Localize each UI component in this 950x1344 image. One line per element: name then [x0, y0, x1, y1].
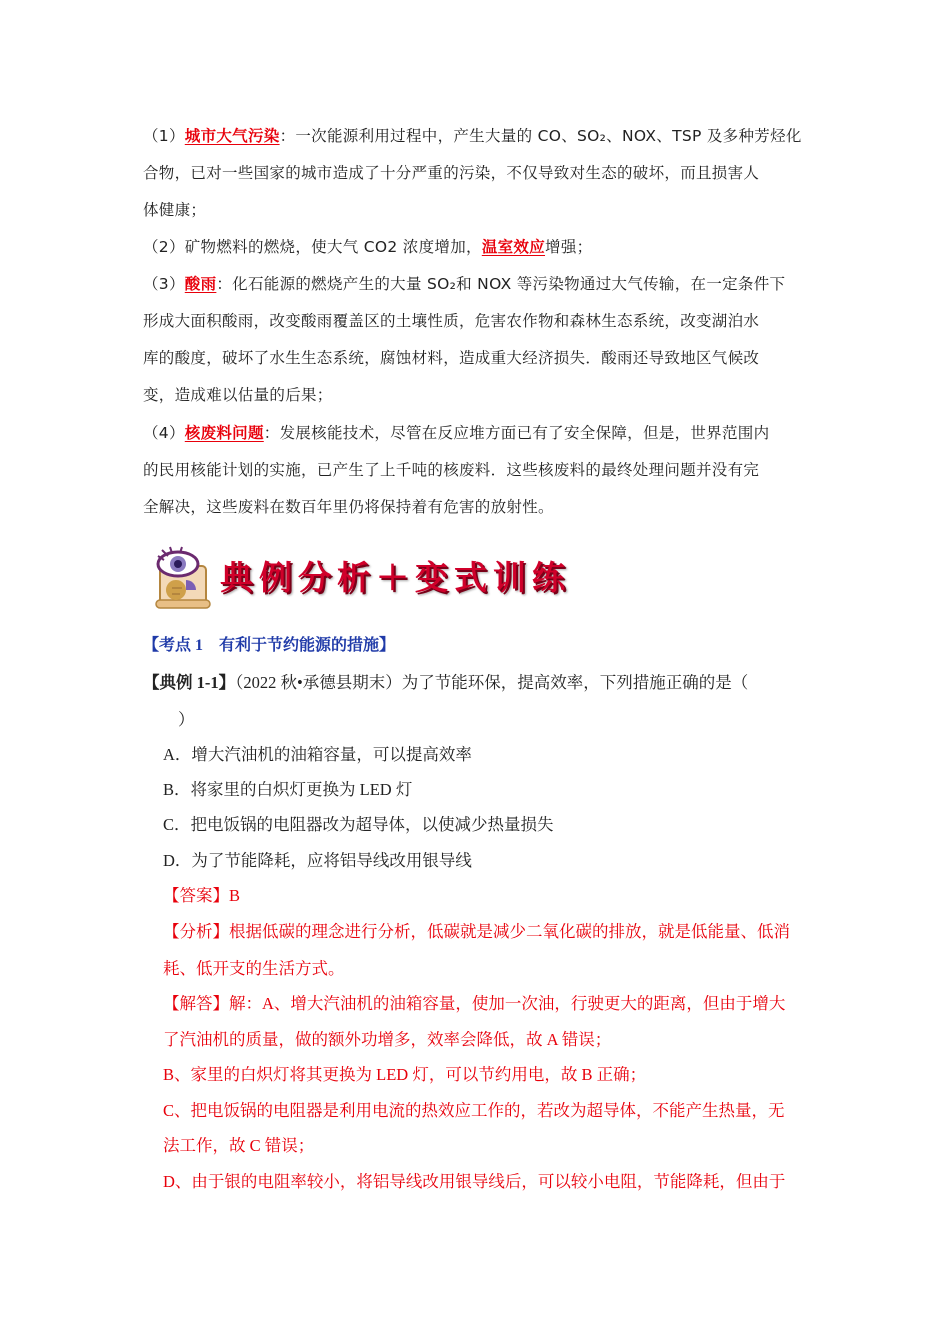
answer-line: 【答案】B	[163, 886, 241, 905]
item-1-line-3: 体健康；	[143, 201, 207, 219]
section-banner	[150, 544, 570, 612]
example-question-text: （2022 秋•承德县期末）为了节能环保，提高效率，下列措施正确的是（	[235, 673, 749, 692]
item-1	[143, 118, 810, 229]
item-1-line-2: 合物，已对一些国家的城市造成了十分严重的污染，不仅导致对生态的破坏，而且损害人	[143, 164, 760, 182]
item-1-keyword: 城市大气污染	[184, 127, 280, 145]
item-3-keyword: 酸雨	[184, 275, 217, 293]
item-4-keyword: 核废料问题	[184, 424, 264, 442]
item-1-prefix: （1）	[143, 127, 185, 145]
item-3-prefix: （3）	[143, 275, 185, 293]
banner-title: 典例分析＋变式训练	[220, 558, 571, 597]
solution-line-6: D、由于银的电阻率较小，将铝导线改用银导线后，可以较小电阻，节能降耗，但由于	[163, 1172, 786, 1191]
item-4-line-2: 的民用核能计划的实施，已产生了上千吨的核废料．这些核废料的最终处理问题并没有完	[143, 461, 760, 479]
solution-line-2: 了汽油机的质量，做的额外功增多，效率会降低，故 A 错误；	[163, 1030, 612, 1049]
item-3-line-1: ：化石能源的燃烧产生的大量 SO₂和 NOX 等污染物通过大气传输，在一定条件下	[216, 275, 786, 293]
solution-line-5: 法工作，故 C 错误；	[163, 1136, 315, 1155]
option-c: C．把电饭锅的电阻器改为超导体，以使减少热量损失	[163, 815, 554, 834]
example-question	[143, 669, 748, 693]
item-1-line-1: ：一次能源利用过程中，产生大量的 CO、SO₂、NOX、TSP 及多种芳烃化	[279, 127, 802, 145]
eye-scroll-icon	[150, 544, 220, 612]
item-4-prefix: （4）	[143, 424, 185, 442]
option-d: D．为了节能降耗，应将铝导线改用银导线	[163, 851, 472, 870]
option-b: B．将家里的白炽灯更换为 LED 灯	[163, 780, 413, 799]
solution-line-4: C、把电饭锅的电阻器是利用电流的热效应工作的，若改为超导体，不能产生热量，无	[163, 1101, 785, 1120]
item-3	[143, 266, 810, 414]
item-2-keyword: 温室效应	[481, 238, 546, 256]
example-label: 【典例 1-1】	[143, 673, 236, 692]
item-3-line-2: 形成大面积酸雨，改变酸雨覆盖区的土壤性质，危害农作物和森林生态系统，改变湖泊水	[143, 312, 760, 330]
item-4-line-3: 全解决，这些废料在数百年里仍将保持着有危害的放射性。	[143, 498, 554, 516]
item-4-line-1: ：发展核能技术，尽管在反应堆方面已有了安全保障，但是，世界范围内	[263, 424, 770, 442]
example-question-close: ）	[178, 710, 195, 729]
item-3-line-3: 库的酸度，破坏了水生生态系统，腐蚀材料，造成重大经济损失．酸雨还导致地区气候改	[143, 349, 760, 367]
item-2-suffix: 增强；	[545, 238, 593, 256]
analysis-line-1: 【分析】根据低碳的理念进行分析，低碳就是减少二氧化碳的排放，就是低能量、低消	[163, 922, 790, 941]
item-2-prefix: （2）矿物燃料的燃烧，使大气 CO2 浓度增加，	[143, 238, 482, 256]
kaodian-heading: 【考点 1 有利于节约能源的措施】	[143, 637, 396, 654]
option-a: A．增大汽油机的油箱容量，可以提高效率	[163, 745, 472, 764]
item-2	[143, 229, 810, 266]
item-3-line-4: 变，造成难以估量的后果；	[143, 386, 333, 404]
item-4	[143, 415, 810, 526]
analysis-line-2: 耗、低开支的生活方式。	[163, 959, 345, 978]
solution-line-3: B、家里的白炽灯将其更换为 LED 灯，可以节约用电，故 B 正确；	[163, 1065, 647, 1084]
solution-line-1: 【解答】解：A、增大汽油机的油箱容量，使加一次油，行驶更大的距离，但由于增大	[163, 994, 786, 1013]
